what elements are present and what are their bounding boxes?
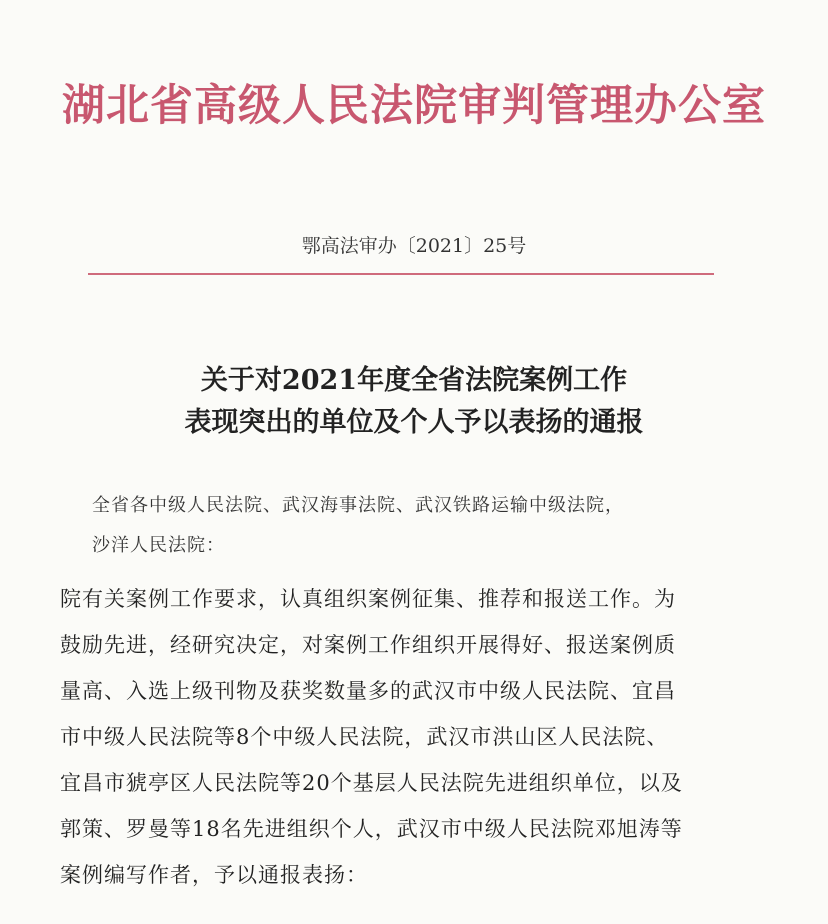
subject-line: 关于对2021年度全省法院案例工作	[200, 365, 628, 396]
body-line: 案例编写作者，予以通报表扬：	[60, 863, 368, 887]
recipients-line: 沙洋人民法院：	[92, 535, 225, 556]
body-line: 宜昌市猇亭区人民法院等20个基层人民法院先进组织单位，以及	[60, 771, 683, 795]
recipients-line: 全省各中级人民法院、武汉海事法院、武汉铁路运输中级法院，	[92, 495, 624, 516]
red-separator-line	[88, 273, 714, 275]
body-line: 郭策、罗曼等18名先进组织个人，武汉市中级人民法院邓旭涛等	[60, 817, 683, 841]
body-line: 量高、入选上级刊物及获奖数量多的武汉市中级人民法院、宜昌	[60, 679, 676, 703]
body-paragraph	[60, 576, 810, 898]
document-number: 鄂高法审办〔2021〕25号	[301, 235, 527, 257]
body-line: 市中级人民法院等8个中级人民法院，武汉市洪山区人民法院、	[60, 725, 669, 749]
body-line: 鼓励先进，经研究决定，对案例工作组织开展得好、报送案例质	[60, 633, 676, 657]
issuing-office-title: 湖北省高级人民法院审判管理办公室	[62, 81, 766, 131]
body-line: 院有关案例工作要求，认真组织案例征集、推荐和报送工作。为	[60, 587, 676, 611]
subject-line: 表现突出的单位及个人予以表扬的通报	[184, 407, 644, 438]
recipients-block	[92, 486, 792, 566]
document-subject	[0, 360, 828, 444]
